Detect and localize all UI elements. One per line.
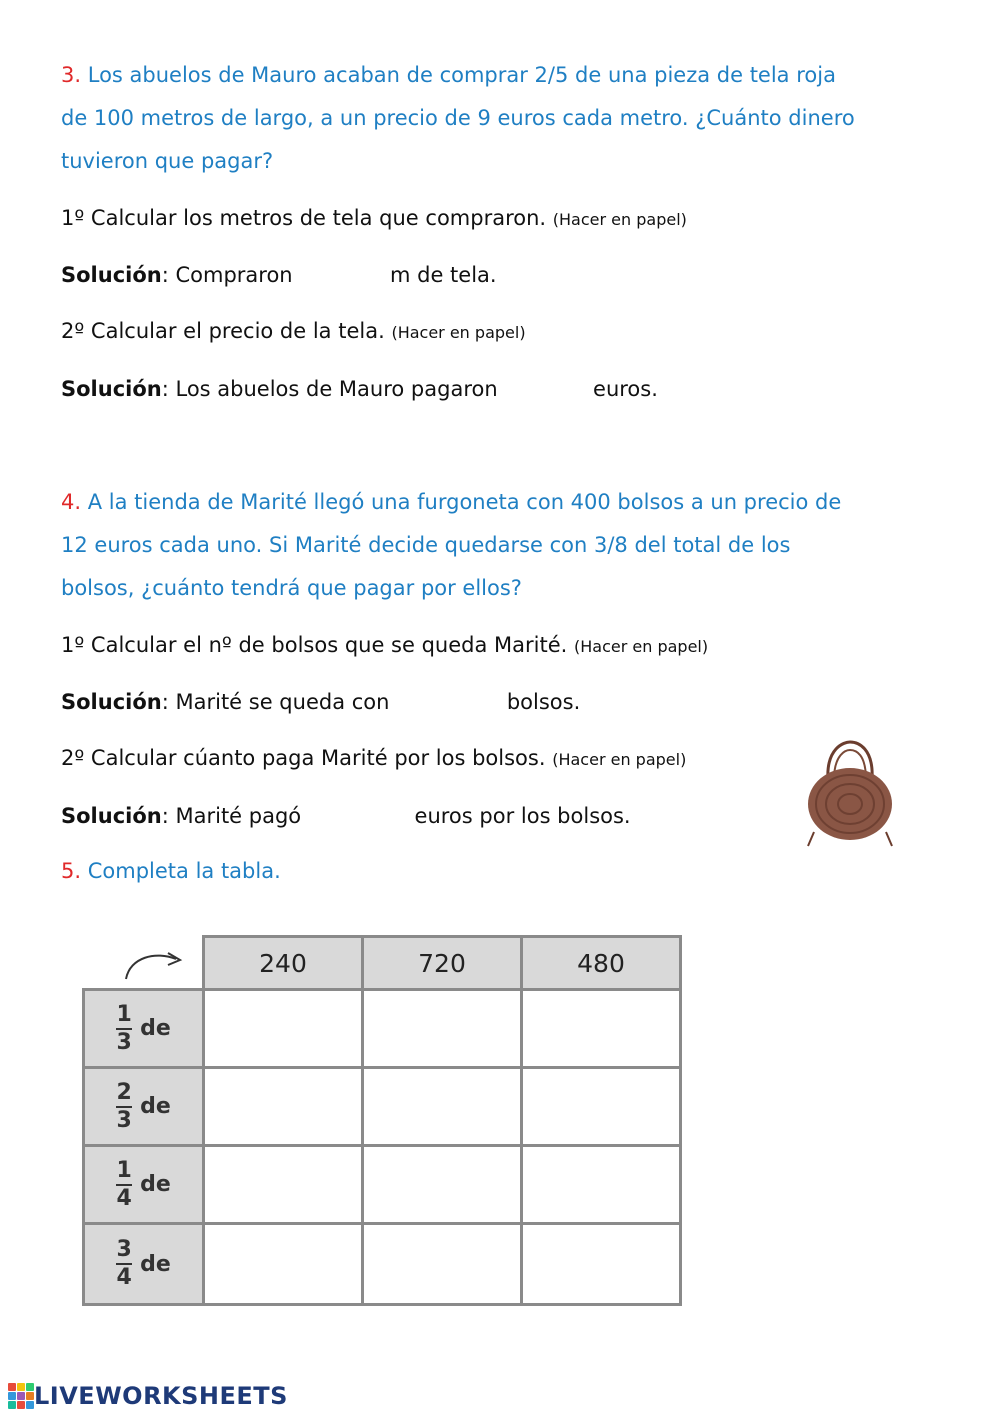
table-cell bbox=[202, 1066, 364, 1147]
row-label bbox=[82, 1222, 205, 1306]
q3-line-3: tuvieron que pagar? bbox=[61, 149, 274, 173]
fraction-numerator: 2 bbox=[116, 1079, 132, 1105]
row-word: de bbox=[140, 1016, 171, 1041]
q3-step2-note: (Hacer en papel) bbox=[391, 323, 526, 342]
column-header: 480 bbox=[520, 935, 682, 991]
table-cell bbox=[202, 988, 364, 1069]
fraction-numerator: 1 bbox=[116, 1001, 132, 1027]
table-cell bbox=[361, 1144, 523, 1225]
q4-solution1 bbox=[61, 689, 580, 717]
row-word: de bbox=[140, 1172, 171, 1197]
answer-cell-input[interactable] bbox=[364, 991, 524, 1068]
q3-statement bbox=[61, 54, 855, 183]
answer-cell-input[interactable] bbox=[205, 1147, 365, 1224]
q5-title-text: Completa la tabla. bbox=[87, 859, 281, 883]
column-header: 720 bbox=[361, 935, 523, 991]
q4-statement bbox=[61, 481, 841, 610]
row-label bbox=[82, 1066, 205, 1147]
answer-cell-input[interactable] bbox=[523, 1147, 683, 1224]
liveworksheets-logo bbox=[8, 1382, 288, 1410]
fraction-denominator: 3 bbox=[116, 1029, 132, 1055]
q3-sol2-label: Solución bbox=[61, 377, 162, 401]
table-cell bbox=[361, 988, 523, 1069]
q4-solution2 bbox=[61, 803, 631, 831]
answer-cell-input[interactable] bbox=[523, 1069, 683, 1146]
q3-solution2 bbox=[61, 376, 658, 404]
answer-cell-input[interactable] bbox=[205, 1069, 365, 1146]
row-label bbox=[82, 1144, 205, 1225]
curved-arrow-icon bbox=[120, 947, 186, 981]
table-cell bbox=[202, 1222, 364, 1306]
q3-solution1 bbox=[61, 262, 497, 290]
row-word: de bbox=[140, 1094, 171, 1119]
q3-sol1-before: : Compraron bbox=[161, 263, 293, 287]
q4-sol2-after: euros por los bolsos. bbox=[414, 804, 631, 828]
answer-cell-input[interactable] bbox=[523, 991, 683, 1068]
answer-cell-input[interactable] bbox=[364, 1147, 524, 1224]
fraction-numerator: 3 bbox=[116, 1237, 132, 1262]
q4-answer-bags-input[interactable] bbox=[396, 689, 500, 717]
q3-line-2: de 100 metros de largo, a un precio de 9 euros cada metro. ¿Cuánto dinero bbox=[61, 106, 855, 130]
q5-title bbox=[61, 850, 281, 893]
fraction-denominator: 3 bbox=[116, 1107, 132, 1133]
q3-step1 bbox=[61, 206, 687, 230]
answer-cell-input[interactable] bbox=[523, 1225, 683, 1305]
handbag-image bbox=[800, 740, 900, 850]
table-cell bbox=[361, 1222, 523, 1306]
q4-answer-paid-input[interactable] bbox=[308, 803, 408, 831]
answer-cell-input[interactable] bbox=[205, 1225, 365, 1305]
q3-line-1: Los abuelos de Mauro acaban de comprar 2/5 de una pieza de tela roja bbox=[87, 63, 836, 87]
q4-step2 bbox=[61, 746, 686, 770]
q4-step2-text: 2º Calcular cúanto paga Marité por los bolsos. bbox=[61, 746, 546, 770]
q3-sol1-label: Solución bbox=[61, 263, 162, 287]
q3-sol2-before: : Los abuelos de Mauro pagaron bbox=[161, 377, 498, 401]
table-cell bbox=[520, 1066, 682, 1147]
logo-blocks-icon bbox=[8, 1383, 34, 1409]
row-label bbox=[82, 988, 205, 1069]
table-cell bbox=[361, 1066, 523, 1147]
q4-step1-text: 1º Calcular el nº de bolsos que se queda Marité. bbox=[61, 633, 568, 657]
q4-line-3: bolsos, ¿cuánto tendrá que pagar por ellos? bbox=[61, 576, 522, 600]
q4-number: 4. bbox=[61, 490, 82, 514]
q3-step1-note: (Hacer en papel) bbox=[552, 210, 687, 229]
q4-line-1: A la tienda de Marité llegó una furgoneta con 400 bolsos a un precio de bbox=[87, 490, 842, 514]
q4-step1-note: (Hacer en papel) bbox=[574, 637, 709, 656]
q4-sol1-before: : Marité se queda con bbox=[161, 690, 390, 714]
fraction-denominator: 4 bbox=[116, 1185, 132, 1211]
q3-step1-text: 1º Calcular los metros de tela que compraron. bbox=[61, 206, 547, 230]
q3-answer-meters-input[interactable] bbox=[299, 262, 383, 290]
fraction-numerator: 1 bbox=[116, 1157, 132, 1183]
q3-answer-euros-input[interactable] bbox=[504, 376, 586, 404]
table-cell bbox=[520, 988, 682, 1069]
brand-name: LIVEWORKSHEETS bbox=[34, 1382, 288, 1410]
q4-step1 bbox=[61, 633, 708, 657]
row-word: de bbox=[140, 1251, 171, 1277]
q4-line-2: 12 euros cada uno. Si Marité decide quedarse con 3/8 del total de los bbox=[61, 533, 791, 557]
q5-number: 5. bbox=[61, 859, 82, 883]
table-cell bbox=[520, 1222, 682, 1306]
table-cell bbox=[202, 1144, 364, 1225]
q4-sol2-before: : Marité pagó bbox=[161, 804, 302, 828]
q3-step2-text: 2º Calcular el precio de la tela. bbox=[61, 319, 385, 343]
answer-cell-input[interactable] bbox=[205, 991, 365, 1068]
q4-step2-note: (Hacer en papel) bbox=[552, 750, 687, 769]
q3-sol2-after: euros. bbox=[593, 377, 658, 401]
q4-sol1-label: Solución bbox=[61, 690, 162, 714]
column-header: 240 bbox=[202, 935, 364, 991]
q4-sol1-after: bolsos. bbox=[506, 690, 581, 714]
q3-number: 3. bbox=[61, 63, 82, 87]
table-cell bbox=[520, 1144, 682, 1225]
answer-cell-input[interactable] bbox=[364, 1069, 524, 1146]
q3-step2 bbox=[61, 319, 526, 343]
answer-cell-input[interactable] bbox=[364, 1225, 524, 1305]
q4-sol2-label: Solución bbox=[61, 804, 162, 828]
q3-sol1-after: m de tela. bbox=[390, 263, 497, 287]
fraction-denominator: 4 bbox=[116, 1265, 132, 1290]
